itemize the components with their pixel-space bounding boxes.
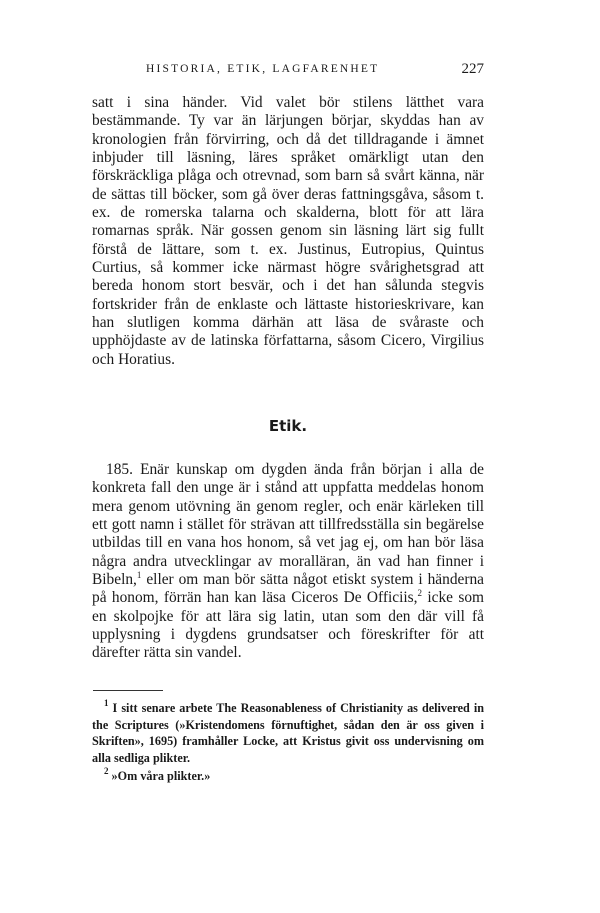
page-number: 227 xyxy=(461,61,484,77)
running-title: HISTORIA, ETIK, LAGFARENHET xyxy=(146,63,380,75)
footnotes xyxy=(92,700,484,785)
footnote-2-text: »Om våra plikter.» xyxy=(108,769,211,784)
footnote-2 xyxy=(92,768,484,785)
paragraph-1: satt i sina händer. Vid valet bör stilens lätthet vara bestämmande. Ty var än lärjungen börjar, skyddas han av kronologien från förvirring, och då det tilldragande i ämnet inbjuder till läsning, läres språket omärkligt utan den förskräckliga plåga och otrevnad, som barn så svårt känna, när de sättas till böcker, som gå över deras fattningsgåva, såsom t. ex. de romerska talarna och skalderna, blott för att lära romarnas språk. När gossen genom sin läsning lärt sig fullt förstå de lättare, som t. ex. Justinus, Eutropius, Quintus Curtius, så kommer icke närmast högre svårighetsgrad att bereda honom stort besvär, och i det han sålunda stegvis fortskrider från de enklaste och lättaste historieskrivare, kan han slutligen komma därhän att läsa de svåraste och upphöjdaste av de latinska författarna, såsom Cicero, Virgilius och Horatius. xyxy=(92,94,484,368)
running-header xyxy=(92,63,484,83)
footnote-1-marker: 1 xyxy=(104,698,109,708)
footnote-divider xyxy=(93,690,163,691)
paragraph-2 xyxy=(92,461,484,663)
footnote-1 xyxy=(92,700,484,766)
footnote-1-text: I sitt senare arbete The Reasonableness of Christianity as delivered in the Scriptures (»Kristendomens förnuftighet, sådan den är oss given i Skriften», 1695) framhåller Locke, att Kristus givit oss undervisning om alla sedliga plikter. xyxy=(92,701,484,765)
paragraph-2-part-a: 185. Enär kunskap om dygden ända från början i alla de konkreta fall den unge är i stånd att uppfatta meddelas honom mera genom utövning än genom regler, och enär kärleken till ett gott namn i stället för strävan att tillfredsställa sin begärelse utbildas till en vana hos honom, så vet jag ej, om han bör läsa några andra utvecklingar av moralläran, än vad han finner i Bibeln, xyxy=(92,461,484,589)
main-text-upper xyxy=(92,94,484,369)
footnote-ref-1[interactable]: 1 xyxy=(136,570,142,581)
section-heading: Etik. xyxy=(268,417,308,435)
footnote-ref-2[interactable]: 2 xyxy=(417,588,422,599)
paragraph-2-part-c: icke som en skolpojke för att lära sig latin, utan som den där vill få upplysning i dygdens grundsatser och föreskrifter för att därefter rätta sin vandel. xyxy=(92,589,484,662)
footnote-2-marker: 2 xyxy=(104,766,109,777)
paragraph-2-part-b: eller om man bör sätta något etiskt system i händerna på honom, förrän han kan läsa Ciceros De Officiis, xyxy=(92,571,484,607)
